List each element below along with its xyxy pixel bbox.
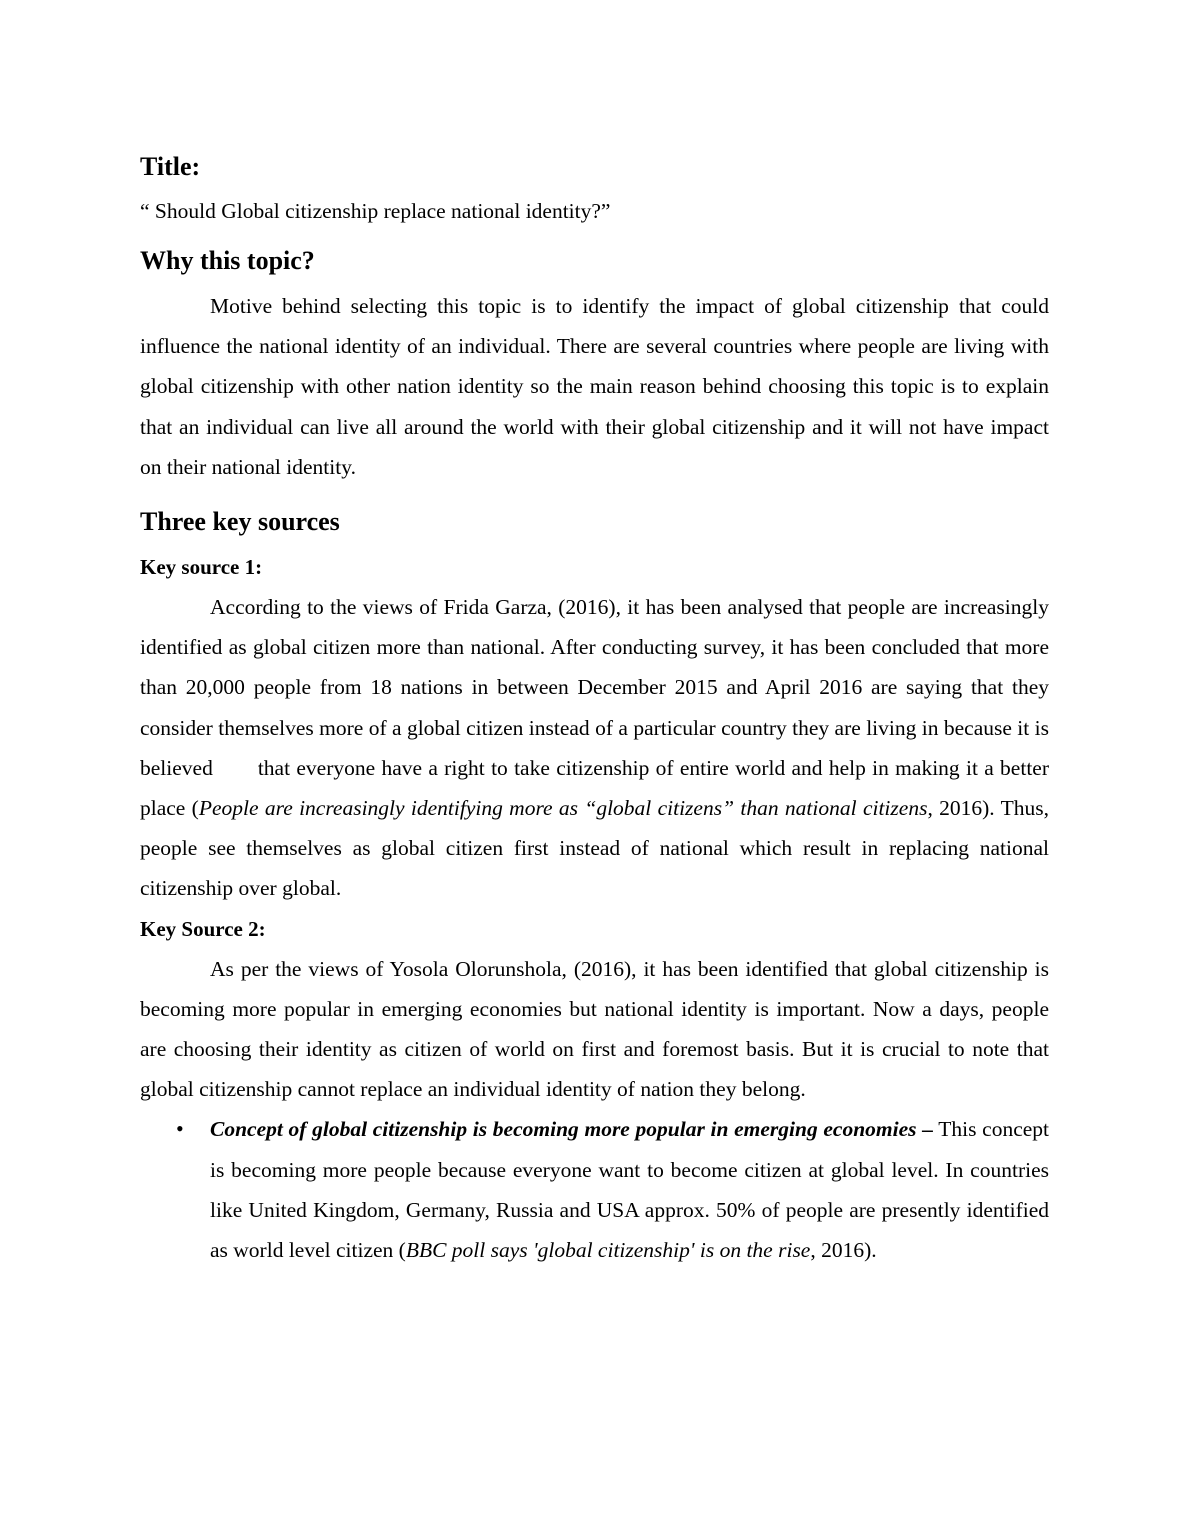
- bullet-list: [140, 1109, 1049, 1270]
- bullet-text-b: , 2016).: [810, 1238, 877, 1263]
- title-heading: Title:: [140, 152, 201, 181]
- key-source-1-label: Key source 1:: [140, 555, 263, 580]
- bullet-heading: Concept of global citizenship is becoming more popular in emerging economies –: [210, 1117, 933, 1142]
- source1-text-b: that everyone have a right to take citizenship of entire world and help in making it a better place (: [140, 755, 1049, 821]
- source1-text-c: , 2016). Thus, people see themselves as global citizen first instead of national which result in replacing national citizenship over global.: [140, 796, 1050, 901]
- key-sources-heading: Three key sources: [140, 507, 340, 537]
- list-item: [176, 1109, 1050, 1270]
- bullet-text-a: This concept is becoming more people because everyone want to become citizen at global level. In countries like United Kingdom, Germany, Russia and USA approx. 50% of people are presently identified as world level citizen (: [210, 1117, 1050, 1263]
- source1-citation: People are increasingly identifying more as “global citizens” than national citizens: [198, 796, 928, 821]
- bullet-citation: BBC poll says 'global citizenship' is on the rise: [405, 1238, 811, 1263]
- title-text: “ Should Global citizenship replace national identity?”: [140, 199, 611, 223]
- why-topic-heading: Why this topic?: [140, 246, 315, 275]
- key-source-2-paragraph: As per the views of Yosola Olorunshola, (2016), it has been identified that global citizenship is becoming more popular in emerging economies but national identity is important. Now a days, people are choosing their identity as citizen of world on first and foremost basis. But it is crucial to note that global citizenship cannot replace an individual identity of nation they belong.: [140, 956, 1049, 1102]
- key-source-2-label: Key Source 2:: [140, 916, 266, 941]
- source1-text-a: According to the views of Frida Garza, (2016), it has been analysed that people are increasingly identified as global citizen more than national. After conducting survey, it has been concluded that more than 20,000 people from 18 nations in between December 2015 and April 2016 are saying that they consider themselves more of a global citizen instead of a particular country they are living in because it is believed: [140, 595, 1049, 780]
- key-source-1-paragraph: [140, 587, 1049, 909]
- why-topic-paragraph: Motive behind selecting this topic is to identify the impact of global citizenship that could influence the national identity of an individual. There are several countries where people are living with global citizenship with other nation identity so the main reason behind choosing this topic is to explain that an individual can live all around the world with their global citizenship and it will not have impact on their national identity.: [140, 294, 1049, 479]
- document-page: [140, 150, 1049, 1270]
- bullet-icon: •: [176, 1116, 184, 1142]
